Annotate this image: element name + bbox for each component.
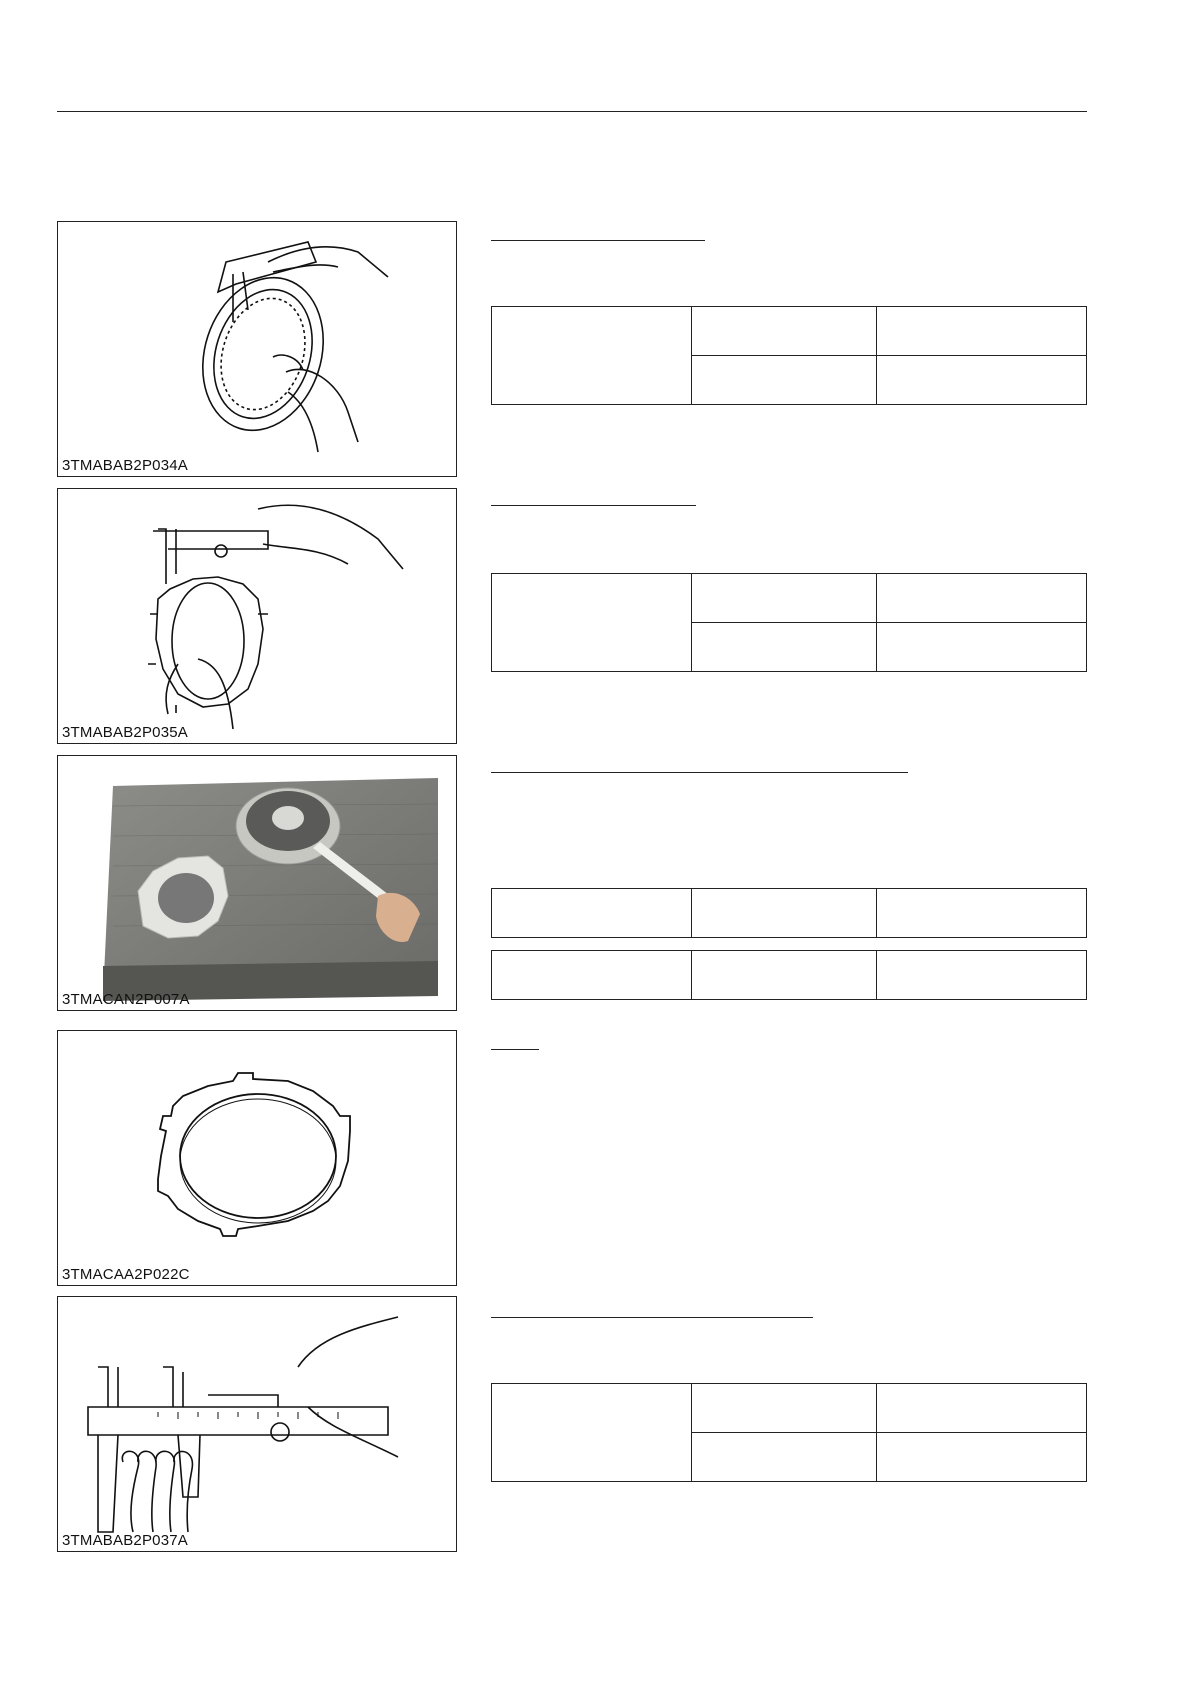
section-heading-underline xyxy=(491,772,908,773)
figure-caption: 3TMABAB2P034A xyxy=(62,457,188,474)
spec-table-2 xyxy=(491,573,1087,672)
spec-label-cell xyxy=(692,1433,877,1482)
feeler-gauge-flatness-check-icon xyxy=(58,756,456,1010)
spec-label-cell xyxy=(692,356,877,405)
spec-table-1 xyxy=(491,306,1087,405)
figure-separator-plate xyxy=(57,1030,457,1286)
figure-spring-free-length xyxy=(57,1296,457,1552)
spec-table-3b xyxy=(491,950,1087,1000)
spec-value-cell xyxy=(877,889,1087,938)
spec-table-5 xyxy=(491,1383,1087,1482)
spec-label-cell xyxy=(692,889,877,938)
spec-value-cell xyxy=(877,951,1087,1000)
spec-value-cell xyxy=(877,623,1087,672)
section-heading-underline xyxy=(491,1317,813,1318)
section-heading-underline xyxy=(491,505,696,506)
spec-value-cell xyxy=(877,307,1087,356)
figure-steel-plate-thickness xyxy=(57,488,457,744)
section-heading-underline xyxy=(491,240,705,241)
caliper-measuring-steel-plate-icon xyxy=(58,489,456,743)
figure-friction-plate-thickness xyxy=(57,221,457,477)
section-heading-underline xyxy=(491,1049,539,1050)
spec-label-cell xyxy=(692,307,877,356)
caliper-measuring-friction-plate-icon xyxy=(58,222,456,476)
header-rule xyxy=(57,111,1087,112)
spec-value-cell xyxy=(877,356,1087,405)
spec-item-cell xyxy=(492,574,692,672)
figure-plate-flatness xyxy=(57,755,457,1011)
figure-caption: 3TMACAN2P007A xyxy=(62,991,190,1008)
spec-label-cell xyxy=(692,623,877,672)
separator-plate-icon xyxy=(58,1031,456,1285)
spec-label-cell xyxy=(692,574,877,623)
spec-item-cell xyxy=(492,1384,692,1482)
spec-item-cell xyxy=(492,889,692,938)
spec-item-cell xyxy=(492,951,692,1000)
spec-table-3a xyxy=(491,888,1087,938)
spec-value-cell xyxy=(877,1384,1087,1433)
spec-value-cell xyxy=(877,574,1087,623)
spec-value-cell xyxy=(877,1433,1087,1482)
figure-caption: 3TMABAB2P035A xyxy=(62,724,188,741)
spec-item-cell xyxy=(492,307,692,405)
caliper-measuring-spring-icon xyxy=(58,1297,456,1551)
spec-label-cell xyxy=(692,1384,877,1433)
spec-label-cell xyxy=(692,951,877,1000)
figure-caption: 3TMACAA2P022C xyxy=(62,1266,190,1283)
figure-caption: 3TMABAB2P037A xyxy=(62,1532,188,1549)
